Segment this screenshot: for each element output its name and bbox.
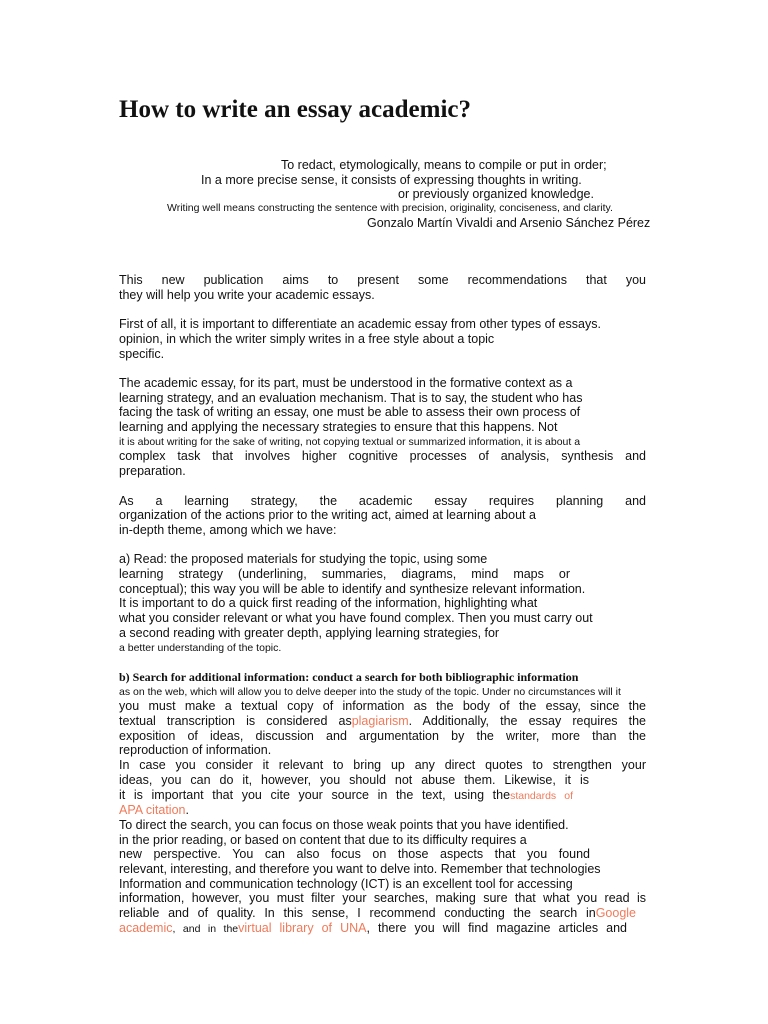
text-line: [119, 803, 646, 818]
text-line: what you consider relevant or what you have found complex. Then you must carry out: [119, 611, 593, 626]
text-line: reproduction of information.: [119, 743, 272, 758]
text-line: in the prior reading, or based on content that due to its difficulty requires a: [119, 832, 527, 847]
text-line: As a learning strategy, the academic essay requires planning and: [119, 493, 646, 508]
text-line: a better understanding of the topic.: [119, 641, 282, 654]
text-line: [119, 921, 627, 937]
paragraph-step-search: [119, 670, 646, 937]
text-line: First of all, it is important to differentiate an academic essay from other types of essays.: [119, 317, 601, 332]
text-line: you must make a textual copy of information as the body of the essay, since the: [119, 699, 646, 714]
text-segment: , and in the: [172, 922, 239, 935]
text-line: learning strategy, and an evaluation mechanism. That is to say, the student who has: [119, 390, 583, 405]
text-line: it is about writing for the sake of writing, not copying textual or summarized information, it is about a: [119, 435, 581, 448]
text-segment: . Additionally, the essay requires the: [408, 714, 646, 729]
text-line: a second reading with greater depth, applying learning strategies, for: [119, 625, 500, 640]
text-segment: textual transcription is considered as: [119, 714, 352, 729]
paragraph-differentiate: [119, 317, 646, 361]
text-line: This new publication aims to present some recommendations that you: [119, 273, 646, 287]
text-segment: .: [185, 803, 189, 818]
paragraph-academic-essay: [119, 376, 646, 479]
text-line: as on the web, which will allow you to delve deeper into the study of the topic. Under no circumstances will it: [119, 685, 621, 698]
una-virtual-library-link[interactable]: virtual library of UNA: [238, 920, 367, 935]
epigraph-author: Gonzalo Martín Vivaldi and Arsenio Sánchez Pérez: [367, 216, 651, 230]
text-line: ideas, you can do it, however, you should not abuse them. Likewise, it is: [119, 772, 589, 787]
text-line: a) Read: the proposed materials for studying the topic, using some: [119, 552, 488, 567]
text-segment: , there you will find magazine articles and: [366, 920, 627, 935]
plagiarism-link[interactable]: plagiarism: [351, 714, 409, 729]
step-heading: b) Search for additional information: conduct a search for both bibliographic information: [119, 669, 579, 684]
text-line: complex task that involves higher cognitive processes of analysis, synthesis and: [119, 449, 646, 464]
text-line: learning strategy (underlining, summaries, diagrams, mind maps or: [119, 567, 570, 581]
document-title: How to write an essay academic?: [119, 96, 472, 123]
epigraph-line: To redact, etymologically, means to compile or put in order;: [281, 158, 607, 172]
text-line: in-depth theme, among which we have:: [119, 522, 337, 537]
google-academic-link[interactable]: academic: [119, 920, 173, 935]
paragraph-learning-strategy: [119, 494, 646, 538]
text-line: new perspective. You can also focus on those aspects that you found: [119, 847, 590, 862]
text-line: conceptual); this way you will be able to identify and synthesize relevant information.: [119, 581, 586, 596]
epigraph-line: or previously organized knowledge.: [398, 187, 594, 201]
text-line: they will help you write your academic essays.: [119, 287, 375, 302]
text-segment: it is important that you cite your source in the text, using the: [119, 787, 511, 802]
text-line: exposition of ideas, discussion and argumentation by the writer, more than the: [119, 728, 646, 743]
text-line: learning and applying the necessary strategies to ensure that this happens. Not: [119, 420, 558, 434]
text-line: information, however, you must filter your searches, making sure that what you read is: [119, 891, 646, 906]
text-line: opinion, in which the writer simply writes in a free style about a topic: [119, 331, 495, 346]
text-segment: reliable and of quality. In this sense, I recommend conducting the search in: [119, 906, 596, 921]
text-line: In case you consider it relevant to bring up any direct quotes to strengthen your: [119, 758, 646, 773]
paragraph-intro: [119, 273, 646, 302]
essay-body: [119, 273, 646, 937]
google-academic-link[interactable]: Google: [595, 906, 636, 921]
text-line: preparation.: [119, 464, 186, 479]
text-line: [119, 906, 636, 921]
text-line: relevant, interesting, and therefore you want to delve into. Remember that technologies: [119, 862, 601, 877]
text-line: It is important to do a quick first reading of the information, highlighting what: [119, 596, 538, 611]
text-line: organization of the actions prior to the writing act, aimed at learning about a: [119, 508, 536, 523]
text-line: Information and communication technology (ICT) is an excellent tool for accessing: [119, 876, 573, 891]
epigraph-line: In a more precise sense, it consists of expressing thoughts in writing.: [201, 173, 582, 187]
text-line: The academic essay, for its part, must be understood in the formative context as a: [119, 375, 573, 390]
text-line: specific.: [119, 346, 165, 361]
apa-citation-link[interactable]: APA citation: [119, 803, 186, 818]
text-line: [119, 714, 646, 729]
epigraph-line: Writing well means constructing the sentence with precision, originality, conciseness, and clarity.: [167, 202, 613, 214]
paragraph-step-read: [119, 552, 646, 655]
apa-standards-link[interactable]: standards of: [510, 789, 573, 802]
text-line: [119, 788, 573, 804]
text-line: To direct the search, you can focus on those weak points that you have identified.: [119, 817, 569, 832]
text-line: facing the task of writing an essay, one must be able to assess their own process of: [119, 405, 581, 420]
